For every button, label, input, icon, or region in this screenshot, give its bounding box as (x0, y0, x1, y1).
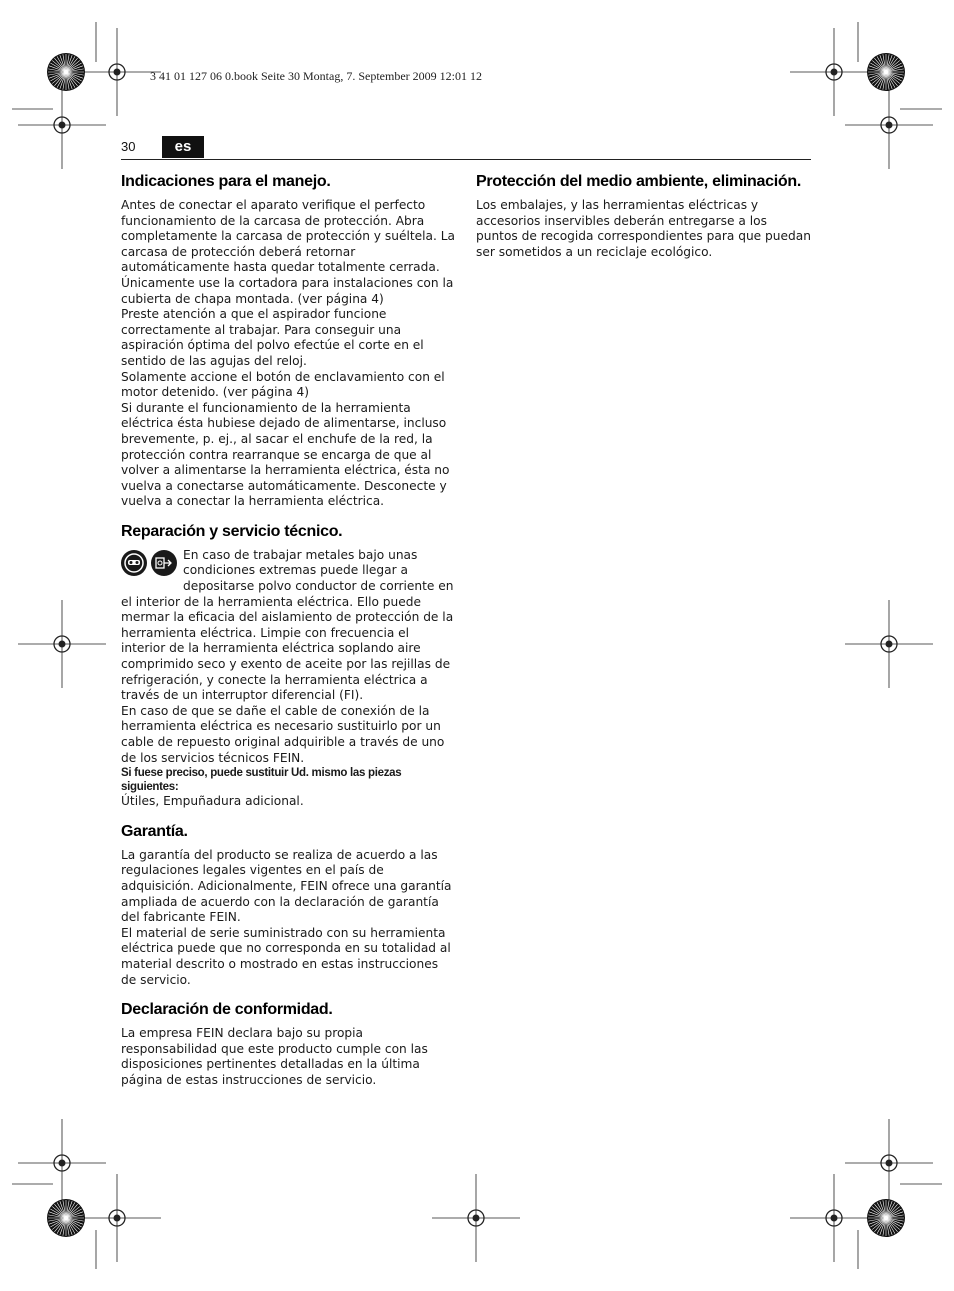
page-number: 30 (121, 139, 136, 154)
face-shield-icon (121, 550, 147, 576)
paragraph: Únicamente use la cortadora para instalaciones con la cubierta de chapa montada. (ver página 4) (121, 275, 454, 306)
header-rule (121, 159, 811, 160)
section-title: Declaración de conformidad. (121, 1001, 333, 1019)
star-target-center (64, 1216, 68, 1220)
registration-dot (886, 1160, 893, 1167)
section-title: Garantía. (121, 822, 188, 840)
paragraph: Los embalajes, y las herramientas eléctricas y accesorios inservibles deberán entregarse a los puntos de recogida correspondientes para que puedan ser sometidos a un reciclaje ecológico. (476, 198, 811, 259)
section-warranty (121, 822, 457, 988)
registration-dot (473, 1215, 480, 1222)
right-column (476, 172, 812, 272)
paragraph: La empresa FEIN declara bajo su propia responsabilidad que este producto cumple con las disposiciones pertinentes detalladas en la última página de estas instrucciones de servicio. (121, 1026, 428, 1087)
registration-dot (114, 69, 121, 76)
vacuum-extraction-icon (151, 550, 177, 576)
registration-dot (831, 1215, 838, 1222)
paragraph: Si durante el funcionamiento de la herramienta eléctrica ésta hubiese dejado de alimentarse, incluso brevemente, p. ej., al sacar el enchufe de la red, la protección contra rearranque se encarga de que al volver a alimentarse la herramienta eléctrica, ésta no vuelva a conectarse automáticamente. Desconecte y vuelva a conectar la herramienta eléctrica. (121, 400, 450, 509)
paragraph: Antes de conectar el aparato verifique el perfecto funcionamiento de la carcasa de protección. Abra completamente la carcasa de protección y suéltela. La carcasa de protección deberá retornar automáticamente hasta quedar totalmente cerrada. (121, 198, 455, 275)
section-title: Protección del medio ambiente, eliminación. (476, 173, 801, 190)
registration-dot (59, 122, 66, 129)
section-title: Indicaciones para el manejo. (121, 173, 331, 190)
registration-dot (59, 1160, 66, 1167)
registration-dot (114, 1215, 121, 1222)
paragraph: Solamente accione el botón de enclavamiento con el motor detenido. (ver página 4) (121, 369, 445, 400)
registration-dot (886, 122, 893, 129)
section-handling (121, 172, 457, 510)
print-job-line: 3 41 01 127 06 0.book Seite 30 Montag, 7. September 2009 12:01 12 (150, 69, 482, 83)
paragraph: En caso de trabajar metales bajo unas condiciones extremas puede llegar a depositarse polvo conductor de corriente en el interior de la herramienta eléctrica. Ello puede mermar la eficacia del aislamiento de protección de la herramienta eléctrica. Limpie con frecuencia el interior de la herramienta eléctrica soplando aire comprimido seco y exento de aceite por las rejillas de refrigeración, y conecte la herramienta eléctrica a través de un interruptor diferencial (FI). (121, 547, 454, 703)
star-target-center (64, 70, 68, 74)
star-target-center (884, 70, 888, 74)
paragraph: El material de serie suministrado con su herramienta eléctrica puede que no corresponda en su totalidad al material descrito o mostrado en estas instrucciones de servicio. (121, 925, 451, 987)
left-column (121, 172, 457, 1101)
replaceable-parts-list: Útiles, Empuñadura adicional. (121, 794, 304, 809)
section-title: Reparación y servicio técnico. (121, 522, 343, 540)
section-conformity (121, 1000, 457, 1088)
paragraph: La garantía del producto se realiza de acuerdo a las regulaciones legales vigentes en el país de adquisición. Adicionalmente, FEIN ofrece una garantía ampliada de acuerdo con la declaración de garantía del fabricante FEIN. (121, 847, 452, 925)
registration-dot (831, 69, 838, 76)
registration-dot (886, 641, 893, 648)
section-repair (121, 522, 457, 810)
section-environment (476, 172, 812, 260)
paragraph: Preste atención a que el aspirador funcione correctamente al trabajar. Para conseguir una aspiración óptima del polvo efectúe el corte en el sentido de las agujas del reloj. (121, 307, 424, 368)
language-badge: es (162, 136, 204, 158)
paragraph: En caso de que se dañe el cable de conexión de la herramienta eléctrica es necesario sustituirlo por un cable de repuesto original adquirible a través de uno de los servicios técnicos FEIN. (121, 703, 445, 765)
registration-dot (59, 641, 66, 648)
replaceable-parts-note: Si fuese preciso, puede sustituir Ud. mismo las piezas siguientes: (121, 767, 402, 794)
safety-icons (121, 550, 183, 584)
star-target-center (884, 1216, 888, 1220)
